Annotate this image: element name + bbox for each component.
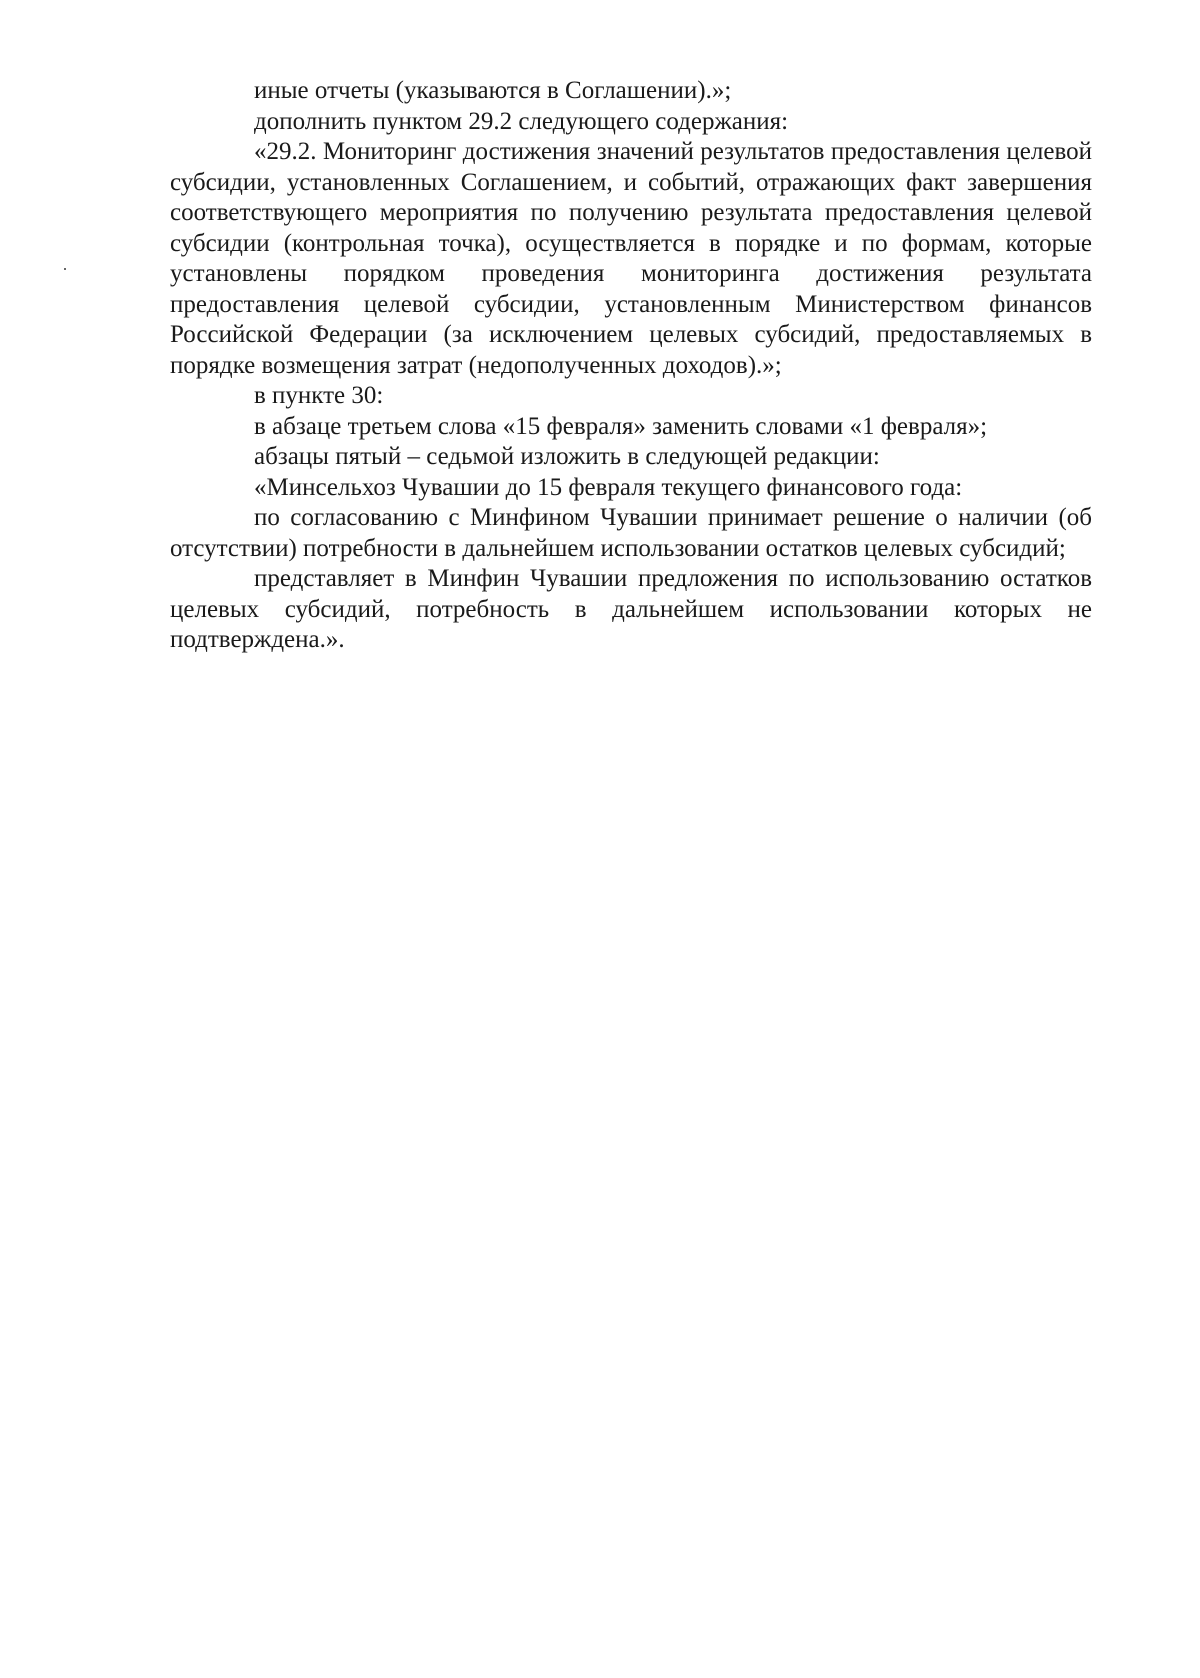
paragraph-other-reports: иные отчеты (указываются в Соглашении).»; [254,77,732,104]
paragraph-proposals: представляет в Минфин Чувашии предложения по использованию остатков целевых субсидий, потребность в дальнейшем использовании которых не подтверждена.». [170,565,1092,653]
document-body [170,76,1092,656]
scan-speck [64,268,66,270]
paragraph-item-29-2: «29.2. Мониторинг достижения значений результатов предоставления целевой субсидии, установленных Соглашением, и событий, отражающих факт завершения соответствующего мероприятия по получению результата предоставления целевой субсидии (контрольная точка), осуществляется в порядке и по формам, которые установлены порядком проведения мониторинга достижения результата предоставления целевой субсидии, установленным Министерством финансов Российской Федерации (за исключением целевых субсидий, предоставляемых в порядке возмещения затрат (недополученных доходов).»; [170,138,1092,379]
paragraph-add-item-29-2: дополнить пунктом 29.2 следующего содержания: [254,107,789,135]
paragraph-minselkhoz: «Минсельхоз Чувашии до 15 февраля текущего финансового года: [254,473,963,501]
paragraph-indents-five-seven: абзацы пятый – седьмой изложить в следующей редакции: [254,443,880,470]
paragraph-item-30: в пункте 30: [254,382,384,409]
paragraph-agreement-minfin: по согласованию с Минфином Чувашии принимает решение о наличии (об отсутствии) потребности в дальнейшем использовании остатков целевых субсидий; [170,504,1092,562]
paragraph-third-indent: в абзаце третьем слова «15 февраля» заменить словами «1 февраля»; [254,412,988,440]
